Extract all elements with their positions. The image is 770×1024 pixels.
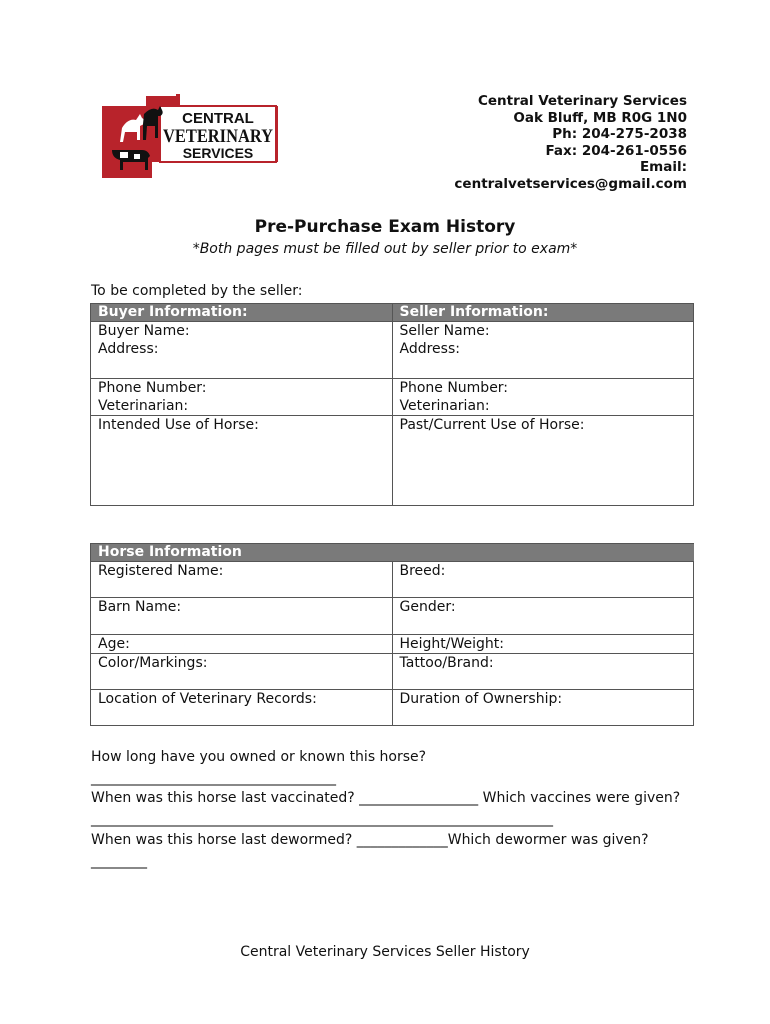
seller-name-label: Seller Name:	[399, 323, 490, 339]
buyer-phone-vet-cell[interactable]	[91, 379, 393, 416]
buyer-seller-table	[90, 303, 694, 506]
height-weight-cell[interactable]	[392, 635, 694, 654]
buyer-address-label: Address:	[98, 341, 159, 357]
clinic-email-label: Email:	[639, 159, 687, 175]
height-weight-label: Height/Weight:	[399, 636, 504, 652]
document-title: Pre-Purchase Exam History	[254, 217, 516, 237]
logo-line-2: VETERINARY	[163, 126, 274, 147]
age-label: Age:	[98, 636, 130, 652]
seller-use-label: Past/Current Use of Horse:	[399, 417, 585, 433]
logo-line-1: CENTRAL	[182, 110, 254, 127]
logo-line-3: SERVICES	[182, 145, 254, 161]
barn-name-label: Barn Name:	[98, 599, 182, 615]
seller-use-cell[interactable]	[392, 416, 694, 506]
seller-vet-label: Veterinarian:	[399, 398, 490, 414]
answer-line-vaccines[interactable]: __________________________________________________________________	[91, 811, 553, 828]
buyer-name-address-cell[interactable]	[91, 322, 393, 379]
buyer-header: Buyer Information:	[91, 304, 393, 322]
document-subtitle: *Both pages must be filled out by seller prior to exam*	[192, 241, 578, 257]
answer-line-ownership-length[interactable]: ___________________________________	[91, 769, 336, 786]
buyer-name-label: Buyer Name:	[98, 323, 190, 339]
buyer-intended-use-cell[interactable]	[91, 416, 393, 506]
central-veterinary-logo	[98, 92, 280, 180]
buyer-vet-label: Veterinarian:	[98, 398, 189, 414]
history-questions	[91, 747, 691, 871]
buyer-intended-use-label: Intended Use of Horse:	[98, 417, 259, 433]
ownership-duration-label: Duration of Ownership:	[399, 691, 563, 707]
seller-phone-label: Phone Number:	[399, 380, 509, 396]
age-cell[interactable]	[91, 635, 393, 654]
color-markings-cell[interactable]	[91, 654, 393, 690]
vet-records-location-label: Location of Veterinary Records:	[98, 691, 317, 707]
clinic-contact-block	[454, 93, 687, 192]
clinic-name: Central Veterinary Services	[477, 93, 687, 109]
buyer-phone-label: Phone Number:	[98, 380, 207, 396]
horse-information-table	[90, 543, 694, 726]
seller-header: Seller Information:	[392, 304, 694, 322]
gender-label: Gender:	[399, 599, 456, 615]
registered-name-label: Registered Name:	[98, 563, 224, 579]
barn-name-cell[interactable]	[91, 598, 393, 635]
seller-address-label: Address:	[399, 341, 460, 357]
gender-cell[interactable]	[392, 598, 694, 635]
seller-phone-vet-cell[interactable]	[392, 379, 694, 416]
question-ownership-length: How long have you owned or known this horse?	[91, 749, 427, 765]
page-footer: Central Veterinary Services Seller History	[240, 944, 530, 960]
tattoo-brand-cell[interactable]	[392, 654, 694, 690]
ownership-duration-cell[interactable]	[392, 690, 694, 726]
clinic-email: centralvetservices@gmail.com	[454, 175, 687, 192]
clinic-phone: Ph: 204-275-2038	[552, 126, 687, 142]
registered-name-cell[interactable]	[91, 562, 393, 598]
breed-label: Breed:	[399, 563, 446, 579]
tattoo-brand-label: Tattoo/Brand:	[399, 655, 494, 671]
clinic-fax: Fax: 204-261-0556	[545, 142, 687, 159]
breed-cell[interactable]	[392, 562, 694, 598]
question-vaccination: When was this horse last vaccinated? _________________ Which vaccines were given?	[91, 790, 681, 807]
color-markings-label: Color/Markings:	[98, 655, 208, 671]
horse-info-header: Horse Information	[91, 544, 694, 562]
intro-text: To be completed by the seller:	[91, 283, 303, 299]
seller-name-address-cell[interactable]	[392, 322, 694, 379]
clinic-address: Oak Bluff, MB R0G 1N0	[513, 109, 687, 126]
question-deworming: When was this horse last dewormed? _____________Which dewormer was given?________	[91, 831, 649, 869]
vet-records-location-cell[interactable]	[91, 690, 393, 726]
